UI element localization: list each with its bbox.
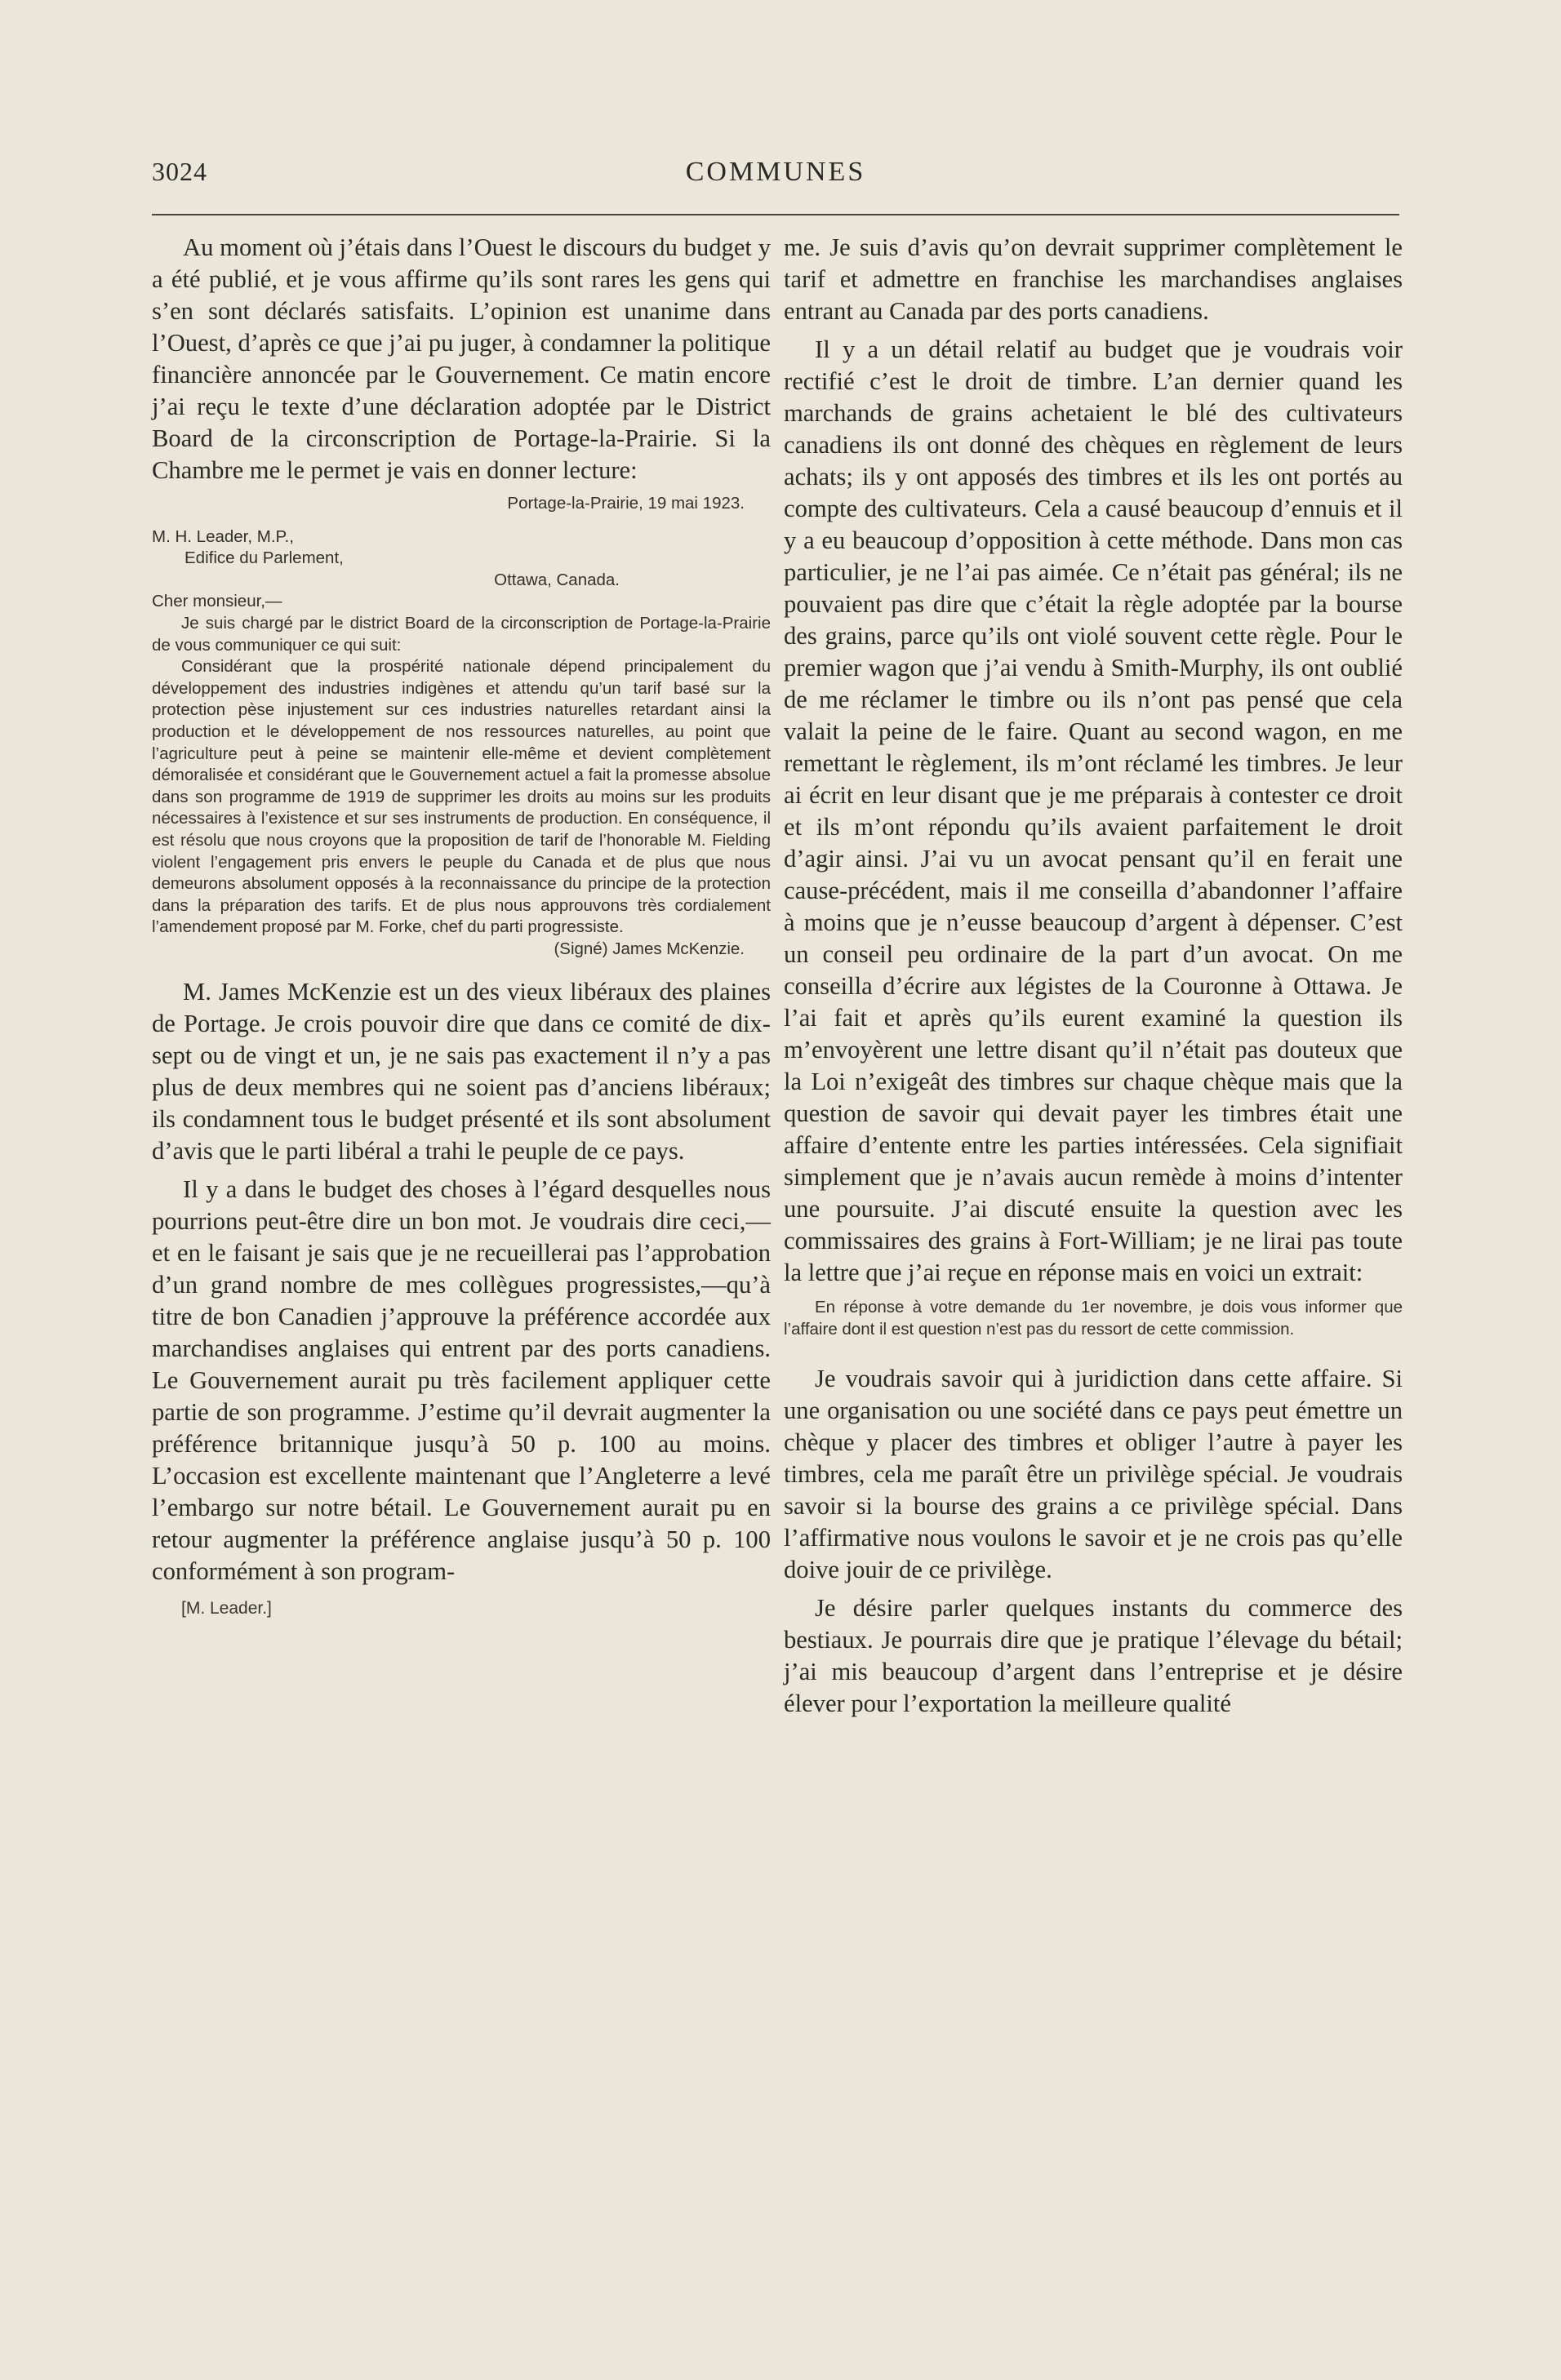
letter-body: Considérant que la prospérité nationale dépend principalement du développement des industries indigènes et attendu qu’un tarif basé sur la protection pèse injustement sur ces industries naturelles retardant ainsi la production et le développement de nos ressources naturelles, au point que l’agriculture peut à peine se maintenir elle-même et devient complètement démoralisée et considérant que le Gouvernement actuel a fait la promesse absolue dans son programme de 1919 de supprimer les droits au moins sur les produits nécessaires à l’existence et sur ses instruments de production. En conséquence, il est résolu que nous croyons que la proposition de tarif de l’honorable M. Fielding violent l’engagement pris envers le peuple du Canada et de plus que nous demeurons absolument opposés à la reconnaissance du principe de la protection dans la préparation des tarifs. Et de plus nous approuvons très cordialement l’amendement proposé par M. Forke, chef du parti progressiste. [152, 657, 771, 937]
left-paragraph-1: Au moment où j’étais dans l’Ouest le discours du budget y a été publié, et je vous affirme qu’ils sont rares les gens qui s’en sont déclarés satisfaits. L’opinion est unanime dans l’Ouest, d’après ce que j’ai pu juger, à condamner la politique financière annoncée par le Gouvernement. Ce matin encore j’ai reçu le texte d’une déclaration adoptée par le District Board de la circonscription de Portage-la-Prairie. Si la Chambre me le permet je vais en donner lecture: [152, 233, 771, 484]
letter-place-date: Portage-la-Prairie, 19 mai 1923. [507, 494, 745, 513]
left-paragraph-2: M. James McKenzie est un des vieux libéraux des plaines de Portage. Je crois pouvoir dire que dans ce comité de dix-sept ou de vingt et un, je ne sais pas exactement il n’y a pas plus de deux membres qui ne soient pas d’anciens libéraux; ils condamnent tous le budget présenté et ils sont absolument d’avis que le parti libéral a trahi le peuple de ce pays. [152, 978, 771, 1166]
right-column [784, 232, 1403, 1726]
left-column [152, 232, 771, 1618]
letter-intro: Je suis chargé par le district Board de la circonscription de Portage-la-Prairie de vous communiquer ce qui suit: [152, 613, 771, 655]
letter-salutation: Cher monsieur,— [152, 592, 282, 611]
letter-addressee: M. H. Leader, M.P., [152, 526, 294, 546]
right-paragraph-3: Je voudrais savoir qui à juridiction dans cette affaire. Si une organisation ou une société dans ce pays peut émettre un chèque y placer des timbres et obliger l’autre à payer les timbres, cela me paraît être un privilège spécial. Je voudrais savoir si la bourse des grains a ce privilège spécial. Dans l’affirmative nous voulons le savoir et je ne crois pas qu’elle doive jouir de ce privilège. [784, 1365, 1403, 1584]
running-head: COMMUNES [685, 157, 866, 187]
header-rule [152, 214, 1399, 215]
letter-building: Edifice du Parlement, [185, 548, 344, 568]
right-paragraph-2: Il y a un détail relatif au budget que je voudrais voir rectifié c’est le droit de timbre. L’an dernier quand les marchands de grains achetaient le blé des cultivateurs canadiens ils ont donné des chèques en règlement de leurs achats; ils y ont apposés des timbres et ils les ont portés au compte des cultivateurs. Cela a causé beaucoup d’ennuis et il y a eu beaucoup d’opposition à cette méthode. Dans mon cas particulier, je ne l’ai pas aimée. Ce n’était pas général; ils ne pouvaient pas dire que c’était la règle adoptée par la bourse des grains, parce qu’ils ont violé souvent cette règle. Pour le premier wagon que j’ai vendu à Smith-Murphy, ils ont oublié de me réclamer le timbre ou ils n’ont pas pensé que cela valait la peine de le faire. Quant au second wagon, en me remettant le règlement, ils m’ont réclamé les timbres. Je leur ai écrit en leur disant que je me préparais à contester ce droit et ils m’ont répondu qu’ils avaient parfaitement le droit d’agir ainsi. J’ai vu un avocat pensant qu’il en ferait une cause-précédent, mais il me conseilla d’abandonner l’affaire à moins que je n’eusse beaucoup d’argent à dépenser. C’est un conseil peu ordinaire de la part d’un avocat. On me conseilla d’écrire aux légistes de la Couronne à Ottawa. Je l’ai fait et après qu’ils eurent examiné la question ils m’envoyèrent une lettre disant qu’il n’était pas douteux que la Loi n’exigeât des timbres sur chaque chèque mais que la question de savoir qui devait payer les timbres était une affaire d’entente entre les parties intéressées. Cela signifiait simplement que je n’avais aucun remède à moins d’intenter une poursuite. J’ai discuté ensuite la question avec les commissaires des grains à Fort-William; je ne lirai pas toute la lettre que j’ai reçue en réponse mais en voici un extrait: [784, 335, 1403, 1286]
speaker-footer: [M. Leader.] [181, 1599, 272, 1618]
letter-signature: (Signé) James McKenzie. [554, 939, 745, 958]
quoted-letter [152, 493, 771, 960]
right-paragraph-1: me. Je suis d’avis qu’on devrait supprimer complètement le tarif et admettre en franchise les marchandises anglaises entrant au Canada par des ports canadiens. [784, 233, 1403, 325]
page-header [152, 152, 1399, 201]
letter-city: Ottawa, Canada. [494, 570, 620, 589]
quoted-extract: En réponse à votre demande du 1er novembre, je dois vous informer que l’affaire dont il est question n’est pas du ressort de cette commission. [784, 1298, 1403, 1339]
right-paragraph-4: Je désire parler quelques instants du commerce des bestiaux. Je pourrais dire que je pratique l’élevage du bétail; j’ai mis beaucoup d’argent dans l’entreprise et je désire élever pour l’exportation la meilleure qualité [784, 1594, 1403, 1718]
page-number: 3024 [152, 157, 207, 186]
left-paragraph-3: Il y a dans le budget des choses à l’égard desquelles nous pourrions peut-être dire un bon mot. Je voudrais dire ceci,—et en le faisant je sais que je ne recueillerai pas l’approbation d’un grand nombre de mes collègues progressistes,—qu’à titre de bon Canadien j’approuve la préférence accordée aux marchandises anglaises qui entrent par des ports canadiens. Le Gouvernement aurait pu très facilement appliquer cette partie de son programme. J’estime qu’il devrait augmenter la préférence britannique jusqu’à 50 p. 100 au moins. L’occasion est excellente maintenant que l’Angleterre a levé l’embargo sur notre bétail. Le Gouvernement aurait pu en retour augmenter la préférence anglaise jusqu’à 50 p. 100 conformément à son program- [152, 1175, 771, 1586]
